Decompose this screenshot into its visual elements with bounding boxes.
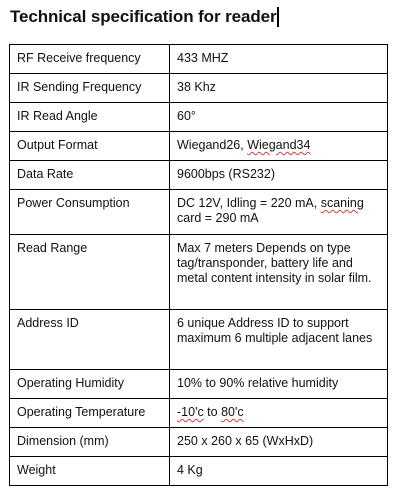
spec-label: Weight	[10, 457, 170, 486]
title-line[interactable]	[10, 5, 279, 29]
spec-value: 4 Kg	[170, 457, 388, 486]
spec-value: 250 x 260 x 65 (WxHxD)	[170, 428, 388, 457]
spec-value: 433 MHZ	[170, 45, 388, 74]
spec-value: 10% to 90% relative humidity	[170, 370, 388, 399]
spec-label: Operating Temperature	[10, 399, 170, 428]
spec-value	[170, 399, 388, 428]
spellcheck-word: Wiegand34	[247, 138, 311, 152]
table-row	[10, 190, 388, 235]
text-cursor	[277, 7, 279, 27]
spec-label: Output Format	[10, 132, 170, 161]
spec-label: Read Range	[10, 235, 170, 310]
spec-value: 38 Khz	[170, 74, 388, 103]
table-row	[10, 428, 388, 457]
spellcheck-word: 80'c	[221, 405, 244, 419]
spec-value: 6 unique Address ID to support maximum 6 multiple adjacent lanes	[170, 310, 388, 370]
spec-label: IR Sending Frequency	[10, 74, 170, 103]
spec-label: Operating Humidity	[10, 370, 170, 399]
table-row	[10, 45, 388, 74]
table-row	[10, 235, 388, 310]
spec-value	[170, 132, 388, 161]
table-row	[10, 103, 388, 132]
spec-value-part: DC 12V, Idling = 220 mA,	[177, 196, 321, 210]
spec-label: Power Consumption	[10, 190, 170, 235]
table-row	[10, 310, 388, 370]
table-row	[10, 132, 388, 161]
spec-label: IR Read Angle	[10, 103, 170, 132]
table-row	[10, 399, 388, 428]
spec-value-part: card = 290 mA	[177, 211, 259, 225]
spec-label: RF Receive frequency	[10, 45, 170, 74]
table-row	[10, 457, 388, 486]
spec-value: 60°	[170, 103, 388, 132]
table-row	[10, 74, 388, 103]
spec-value	[170, 190, 388, 235]
document-title: Technical specification for reader	[10, 7, 277, 26]
spec-value: 9600bps (RS232)	[170, 161, 388, 190]
spellcheck-word: -10'c	[177, 405, 204, 419]
spec-label: Address ID	[10, 310, 170, 370]
spec-table	[9, 44, 388, 486]
spec-value-part: Wiegand26,	[177, 138, 248, 152]
table-row	[10, 370, 388, 399]
spec-value: Max 7 meters Depends on type tag/transponder, battery life and metal content intensity in solar film.	[170, 235, 388, 310]
spec-label: Dimension (mm)	[10, 428, 170, 457]
spec-value-part: to	[203, 405, 222, 419]
spec-label: Data Rate	[10, 161, 170, 190]
spellcheck-word: scaning	[320, 196, 364, 210]
table-row	[10, 161, 388, 190]
